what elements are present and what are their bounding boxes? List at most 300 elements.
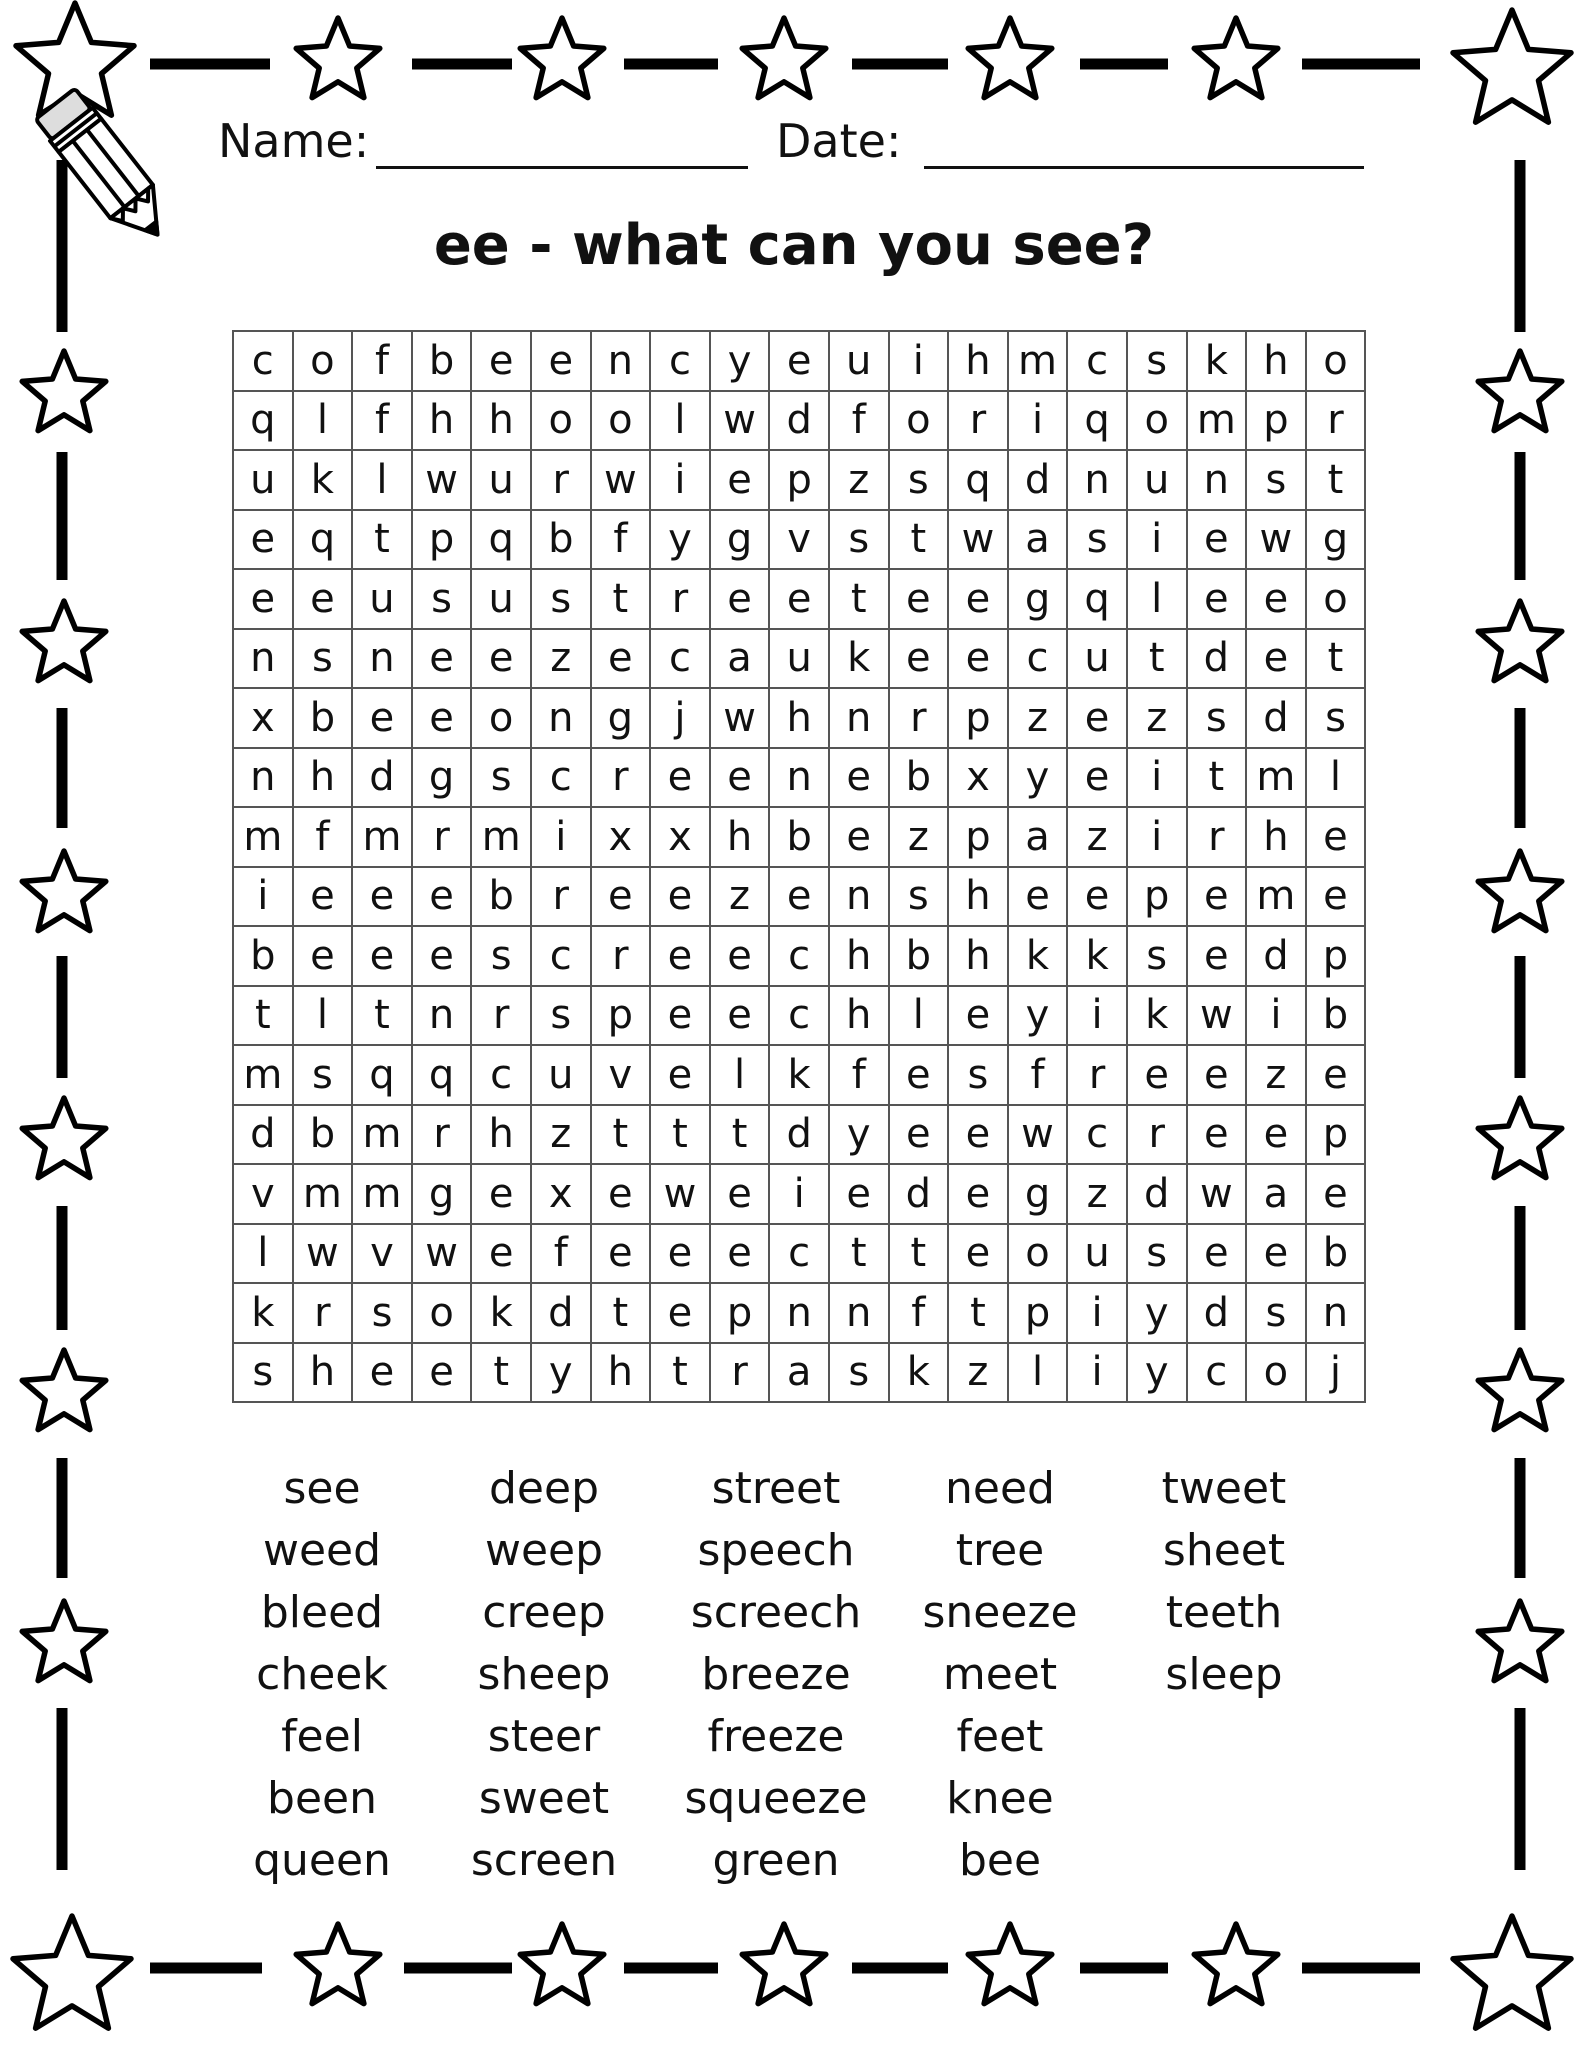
grid-cell: d: [1008, 450, 1068, 510]
grid-cell: e: [650, 1045, 710, 1105]
grid-cell: y: [1127, 1343, 1187, 1403]
grid-cell: h: [471, 391, 531, 451]
page-title: ee - what can you see?: [433, 213, 1155, 278]
grid-cell: p: [1306, 1105, 1366, 1165]
grid-cell: e: [1246, 1105, 1306, 1165]
grid-cell: j: [1306, 1343, 1366, 1403]
grid-cell: e: [710, 450, 770, 510]
grid-cell: e: [650, 867, 710, 927]
grid-cell: t: [352, 986, 412, 1046]
grid-cell: v: [769, 510, 829, 570]
grid-cell: e: [650, 986, 710, 1046]
grid-cell: e: [948, 1105, 1008, 1165]
grid-cell: c: [531, 748, 591, 808]
grid-cell: p: [1008, 1283, 1068, 1343]
grid-cell: t: [1306, 629, 1366, 689]
word-item: freeze: [707, 1711, 845, 1762]
grid-cell: n: [829, 867, 889, 927]
grid-cell: f: [829, 1045, 889, 1105]
grid-cell: e: [412, 1343, 472, 1403]
grid-cell: q: [412, 1045, 472, 1105]
grid-cell: e: [710, 926, 770, 986]
grid-cell: s: [293, 629, 353, 689]
star-icon: [13, 1916, 131, 2028]
word-item: street: [711, 1463, 841, 1514]
grid-cell: g: [1008, 569, 1068, 629]
grid-cell: u: [531, 1045, 591, 1105]
word-item: sweet: [478, 1773, 610, 1824]
grid-cell: y: [1127, 1283, 1187, 1343]
grid-cell: k: [1127, 986, 1187, 1046]
grid-cell: l: [1008, 1343, 1068, 1403]
grid-cell: c: [769, 926, 829, 986]
grid-cell: b: [471, 867, 531, 927]
grid-cell: d: [769, 391, 829, 451]
grid-cell: f: [352, 391, 412, 451]
grid-cell: d: [233, 1105, 293, 1165]
word-column: [1109, 1458, 1339, 1706]
grid-cell: e: [710, 569, 770, 629]
grid-cell: e: [1187, 1105, 1247, 1165]
grid-cell: m: [1246, 867, 1306, 927]
grid-cell: l: [1306, 748, 1366, 808]
grid-cell: k: [471, 1283, 531, 1343]
grid-cell: l: [1127, 569, 1187, 629]
grid-cell: h: [710, 807, 770, 867]
grid-cell: e: [948, 629, 1008, 689]
grid-cell: a: [1008, 807, 1068, 867]
grid-cell: w: [1008, 1105, 1068, 1165]
grid-cell: e: [471, 331, 531, 391]
grid-cell: c: [233, 331, 293, 391]
grid-cell: e: [233, 569, 293, 629]
star-icon: [1194, 18, 1278, 98]
grid-cell: w: [1187, 1164, 1247, 1224]
word-item: sheet: [1162, 1525, 1286, 1576]
grid-row: [233, 1343, 1365, 1403]
grid-cell: n: [769, 1283, 829, 1343]
word-item: speech: [697, 1525, 855, 1576]
grid-cell: p: [591, 986, 651, 1046]
grid-cell: c: [531, 926, 591, 986]
grid-cell: h: [829, 986, 889, 1046]
grid-cell: m: [233, 807, 293, 867]
grid-cell: f: [829, 391, 889, 451]
grid-cell: e: [889, 1105, 949, 1165]
grid-cell: w: [412, 450, 472, 510]
grid-cell: n: [1306, 1283, 1366, 1343]
grid-cell: p: [1246, 391, 1306, 451]
word-list: [208, 1458, 1358, 1898]
grid-cell: e: [1187, 1224, 1247, 1284]
grid-cell: n: [829, 688, 889, 748]
grid-cell: d: [1127, 1164, 1187, 1224]
grid-cell: i: [233, 867, 293, 927]
word-item: creep: [482, 1587, 606, 1638]
word-item: sleep: [1165, 1649, 1283, 1700]
grid-cell: o: [1008, 1224, 1068, 1284]
grid-cell: e: [591, 1164, 651, 1224]
grid-cell: t: [650, 1105, 710, 1165]
grid-cell: r: [531, 867, 591, 927]
grid-cell: s: [352, 1283, 412, 1343]
grid-cell: c: [769, 986, 829, 1046]
grid-row: [233, 1283, 1365, 1343]
grid-cell: c: [1067, 1105, 1127, 1165]
grid-cell: z: [1008, 688, 1068, 748]
grid-cell: i: [650, 450, 710, 510]
star-icon: [296, 1924, 380, 2004]
grid-cell: o: [591, 391, 651, 451]
grid-cell: e: [710, 1224, 770, 1284]
grid-cell: b: [889, 926, 949, 986]
grid-cell: t: [591, 1105, 651, 1165]
grid-cell: e: [591, 867, 651, 927]
star-icon: [22, 1601, 106, 1681]
grid-cell: d: [769, 1105, 829, 1165]
star-icon: [22, 1098, 106, 1178]
grid-cell: x: [531, 1164, 591, 1224]
grid-cell: t: [352, 510, 412, 570]
grid-cell: e: [889, 1045, 949, 1105]
grid-cell: t: [829, 1224, 889, 1284]
grid-cell: m: [352, 807, 412, 867]
word-item: green: [712, 1835, 840, 1886]
grid-cell: w: [1187, 986, 1247, 1046]
grid-cell: y: [1008, 986, 1068, 1046]
word-column: [661, 1458, 891, 1892]
grid-cell: u: [471, 569, 531, 629]
name-blank-line[interactable]: [376, 166, 748, 169]
grid-cell: d: [531, 1283, 591, 1343]
grid-cell: i: [1067, 1343, 1127, 1403]
grid-cell: e: [829, 807, 889, 867]
grid-cell: e: [471, 629, 531, 689]
grid-row: [233, 926, 1365, 986]
grid-cell: e: [412, 867, 472, 927]
grid-cell: z: [710, 867, 770, 927]
grid-cell: o: [293, 331, 353, 391]
grid-cell: f: [591, 510, 651, 570]
grid-cell: i: [889, 331, 949, 391]
grid-cell: r: [591, 926, 651, 986]
word-item: sneeze: [922, 1587, 1078, 1638]
grid-cell: r: [412, 807, 472, 867]
grid-cell: n: [1067, 450, 1127, 510]
grid-cell: e: [1306, 1045, 1366, 1105]
grid-cell: k: [889, 1343, 949, 1403]
grid-cell: s: [1127, 926, 1187, 986]
grid-cell: d: [889, 1164, 949, 1224]
star-icon: [968, 18, 1052, 98]
word-item: breeze: [701, 1649, 851, 1700]
grid-cell: w: [948, 510, 1008, 570]
grid-cell: q: [233, 391, 293, 451]
grid-cell: p: [1306, 926, 1366, 986]
grid-cell: s: [1246, 450, 1306, 510]
grid-cell: p: [710, 1283, 770, 1343]
grid-cell: e: [233, 510, 293, 570]
grid-cell: s: [531, 986, 591, 1046]
grid-cell: w: [412, 1224, 472, 1284]
grid-cell: e: [412, 688, 472, 748]
grid-cell: k: [769, 1045, 829, 1105]
grid-cell: e: [1067, 867, 1127, 927]
grid-cell: e: [591, 629, 651, 689]
grid-cell: m: [1008, 331, 1068, 391]
grid-cell: q: [352, 1045, 412, 1105]
word-item: weed: [262, 1525, 382, 1576]
grid-cell: m: [352, 1164, 412, 1224]
grid-cell: g: [591, 688, 651, 748]
grid-cell: l: [889, 986, 949, 1046]
grid-cell: k: [1008, 926, 1068, 986]
grid-row: [233, 1045, 1365, 1105]
grid-cell: e: [829, 1164, 889, 1224]
grid-cell: e: [769, 331, 829, 391]
grid-cell: e: [412, 926, 472, 986]
star-icon: [742, 18, 826, 98]
word-item: steer: [487, 1711, 601, 1762]
grid-cell: y: [1008, 748, 1068, 808]
grid-cell: e: [710, 748, 770, 808]
grid-cell: k: [1187, 331, 1247, 391]
grid-cell: c: [1008, 629, 1068, 689]
grid-cell: n: [531, 688, 591, 748]
grid-cell: b: [233, 926, 293, 986]
word-column: [885, 1458, 1115, 1892]
grid-cell: t: [591, 1283, 651, 1343]
grid-cell: d: [1246, 926, 1306, 986]
grid-cell: m: [352, 1105, 412, 1165]
grid-cell: s: [1127, 331, 1187, 391]
grid-cell: t: [889, 1224, 949, 1284]
grid-cell: e: [531, 331, 591, 391]
grid-cell: m: [471, 807, 531, 867]
grid-cell: u: [769, 629, 829, 689]
grid-cell: v: [233, 1164, 293, 1224]
grid-row: [233, 510, 1365, 570]
grid-cell: u: [1067, 629, 1127, 689]
word-item: tweet: [1161, 1463, 1287, 1514]
grid-cell: m: [233, 1045, 293, 1105]
grid-cell: z: [948, 1343, 1008, 1403]
grid-cell: d: [1187, 629, 1247, 689]
grid-cell: e: [889, 629, 949, 689]
grid-cell: l: [293, 391, 353, 451]
grid-cell: i: [1067, 986, 1127, 1046]
grid-cell: n: [233, 748, 293, 808]
grid-cell: s: [889, 867, 949, 927]
grid-cell: w: [710, 391, 770, 451]
star-icon: [1478, 1350, 1562, 1430]
grid-cell: y: [650, 510, 710, 570]
grid-cell: r: [471, 986, 531, 1046]
grid-cell: o: [1306, 331, 1366, 391]
grid-cell: s: [293, 1045, 353, 1105]
date-blank-line[interactable]: [924, 166, 1364, 169]
grid-cell: r: [293, 1283, 353, 1343]
grid-cell: b: [889, 748, 949, 808]
grid-cell: l: [650, 391, 710, 451]
grid-cell: e: [710, 1164, 770, 1224]
star-icon: [520, 18, 604, 98]
grid-row: [233, 1164, 1365, 1224]
grid-cell: e: [471, 1164, 531, 1224]
grid-cell: x: [233, 688, 293, 748]
grid-cell: s: [1127, 1224, 1187, 1284]
star-icon: [22, 851, 106, 931]
grid-cell: n: [352, 629, 412, 689]
grid-cell: s: [1246, 1283, 1306, 1343]
grid-cell: h: [948, 926, 1008, 986]
grid-cell: i: [1127, 510, 1187, 570]
grid-cell: s: [471, 748, 531, 808]
grid-cell: t: [710, 1105, 770, 1165]
grid-cell: e: [1008, 867, 1068, 927]
grid-cell: h: [293, 1343, 353, 1403]
grid-cell: e: [1187, 1045, 1247, 1105]
grid-cell: s: [829, 510, 889, 570]
grid-cell: t: [889, 510, 949, 570]
star-icon: [520, 1924, 604, 2004]
grid-cell: s: [1306, 688, 1366, 748]
grid-cell: z: [531, 629, 591, 689]
grid-cell: a: [710, 629, 770, 689]
grid-cell: k: [829, 629, 889, 689]
grid-cell: p: [948, 807, 1008, 867]
name-label: Name:: [218, 114, 370, 168]
grid-cell: q: [471, 510, 531, 570]
grid-cell: u: [1127, 450, 1187, 510]
grid-cell: p: [769, 450, 829, 510]
grid-cell: w: [710, 688, 770, 748]
grid-cell: r: [1127, 1105, 1187, 1165]
star-icon: [1453, 1916, 1571, 2028]
grid-cell: f: [531, 1224, 591, 1284]
grid-cell: t: [829, 569, 889, 629]
word-column: [429, 1458, 659, 1892]
word-item: teeth: [1165, 1587, 1283, 1638]
star-icon: [22, 1350, 106, 1430]
word-item: screech: [690, 1587, 862, 1638]
grid-cell: e: [948, 1164, 1008, 1224]
grid-cell: o: [471, 688, 531, 748]
grid-cell: u: [233, 450, 293, 510]
grid-cell: r: [591, 748, 651, 808]
grid-cell: h: [1246, 807, 1306, 867]
grid-cell: h: [412, 391, 472, 451]
grid-cell: o: [531, 391, 591, 451]
grid-cell: s: [531, 569, 591, 629]
grid-cell: b: [531, 510, 591, 570]
star-icon: [1478, 351, 1562, 431]
grid-cell: b: [293, 1105, 353, 1165]
grid-cell: r: [1067, 1045, 1127, 1105]
grid-cell: i: [1127, 807, 1187, 867]
word-item: bleed: [260, 1587, 384, 1638]
grid-cell: n: [829, 1283, 889, 1343]
grid-cell: r: [412, 1105, 472, 1165]
grid-row: [233, 807, 1365, 867]
star-icon: [1453, 10, 1571, 122]
grid-cell: w: [591, 450, 651, 510]
grid-cell: m: [1187, 391, 1247, 451]
grid-cell: s: [471, 926, 531, 986]
grid-cell: r: [650, 569, 710, 629]
grid-cell: c: [769, 1224, 829, 1284]
grid-cell: e: [650, 748, 710, 808]
date-label: Date:: [776, 114, 902, 168]
grid-cell: c: [471, 1045, 531, 1105]
grid-cell: z: [829, 450, 889, 510]
grid-row: [233, 1105, 1365, 1165]
grid-cell: a: [1246, 1164, 1306, 1224]
grid-cell: c: [1067, 331, 1127, 391]
grid-cell: e: [769, 867, 829, 927]
grid-cell: b: [412, 331, 472, 391]
grid-cell: e: [1306, 1164, 1366, 1224]
grid-cell: r: [1187, 807, 1247, 867]
grid-cell: u: [829, 331, 889, 391]
grid-cell: n: [233, 629, 293, 689]
grid-row: [233, 391, 1365, 451]
grid-cell: n: [1187, 450, 1247, 510]
grid-cell: p: [948, 688, 1008, 748]
grid-cell: c: [650, 331, 710, 391]
grid-cell: m: [293, 1164, 353, 1224]
grid-row: [233, 688, 1365, 748]
grid-cell: d: [1246, 688, 1306, 748]
grid-cell: y: [829, 1105, 889, 1165]
star-icon: [1478, 601, 1562, 681]
grid-cell: r: [948, 391, 1008, 451]
grid-row: [233, 629, 1365, 689]
grid-cell: i: [1127, 748, 1187, 808]
grid-cell: e: [293, 926, 353, 986]
grid-cell: e: [1127, 1045, 1187, 1105]
grid-cell: h: [293, 748, 353, 808]
grid-cell: t: [591, 569, 651, 629]
grid-cell: l: [233, 1224, 293, 1284]
grid-cell: t: [471, 1343, 531, 1403]
grid-cell: e: [650, 1224, 710, 1284]
grid-cell: o: [889, 391, 949, 451]
grid-cell: w: [650, 1164, 710, 1224]
grid-cell: a: [1008, 510, 1068, 570]
grid-cell: l: [293, 986, 353, 1046]
grid-cell: h: [948, 867, 1008, 927]
word-item: been: [267, 1773, 377, 1824]
grid-cell: i: [1008, 391, 1068, 451]
word-item: feet: [956, 1711, 1044, 1762]
grid-cell: q: [1067, 569, 1127, 629]
grid-cell: e: [1187, 510, 1247, 570]
grid-cell: e: [1067, 748, 1127, 808]
grid-cell: t: [1127, 629, 1187, 689]
grid-row: [233, 1224, 1365, 1284]
grid-cell: p: [1127, 867, 1187, 927]
grid-cell: b: [1306, 986, 1366, 1046]
grid-cell: l: [710, 1045, 770, 1105]
grid-cell: g: [412, 748, 472, 808]
word-item: meet: [942, 1649, 1058, 1700]
grid-cell: r: [531, 450, 591, 510]
grid-cell: t: [1306, 450, 1366, 510]
grid-cell: e: [1187, 926, 1247, 986]
grid-cell: h: [769, 688, 829, 748]
word-item: weep: [484, 1525, 604, 1576]
